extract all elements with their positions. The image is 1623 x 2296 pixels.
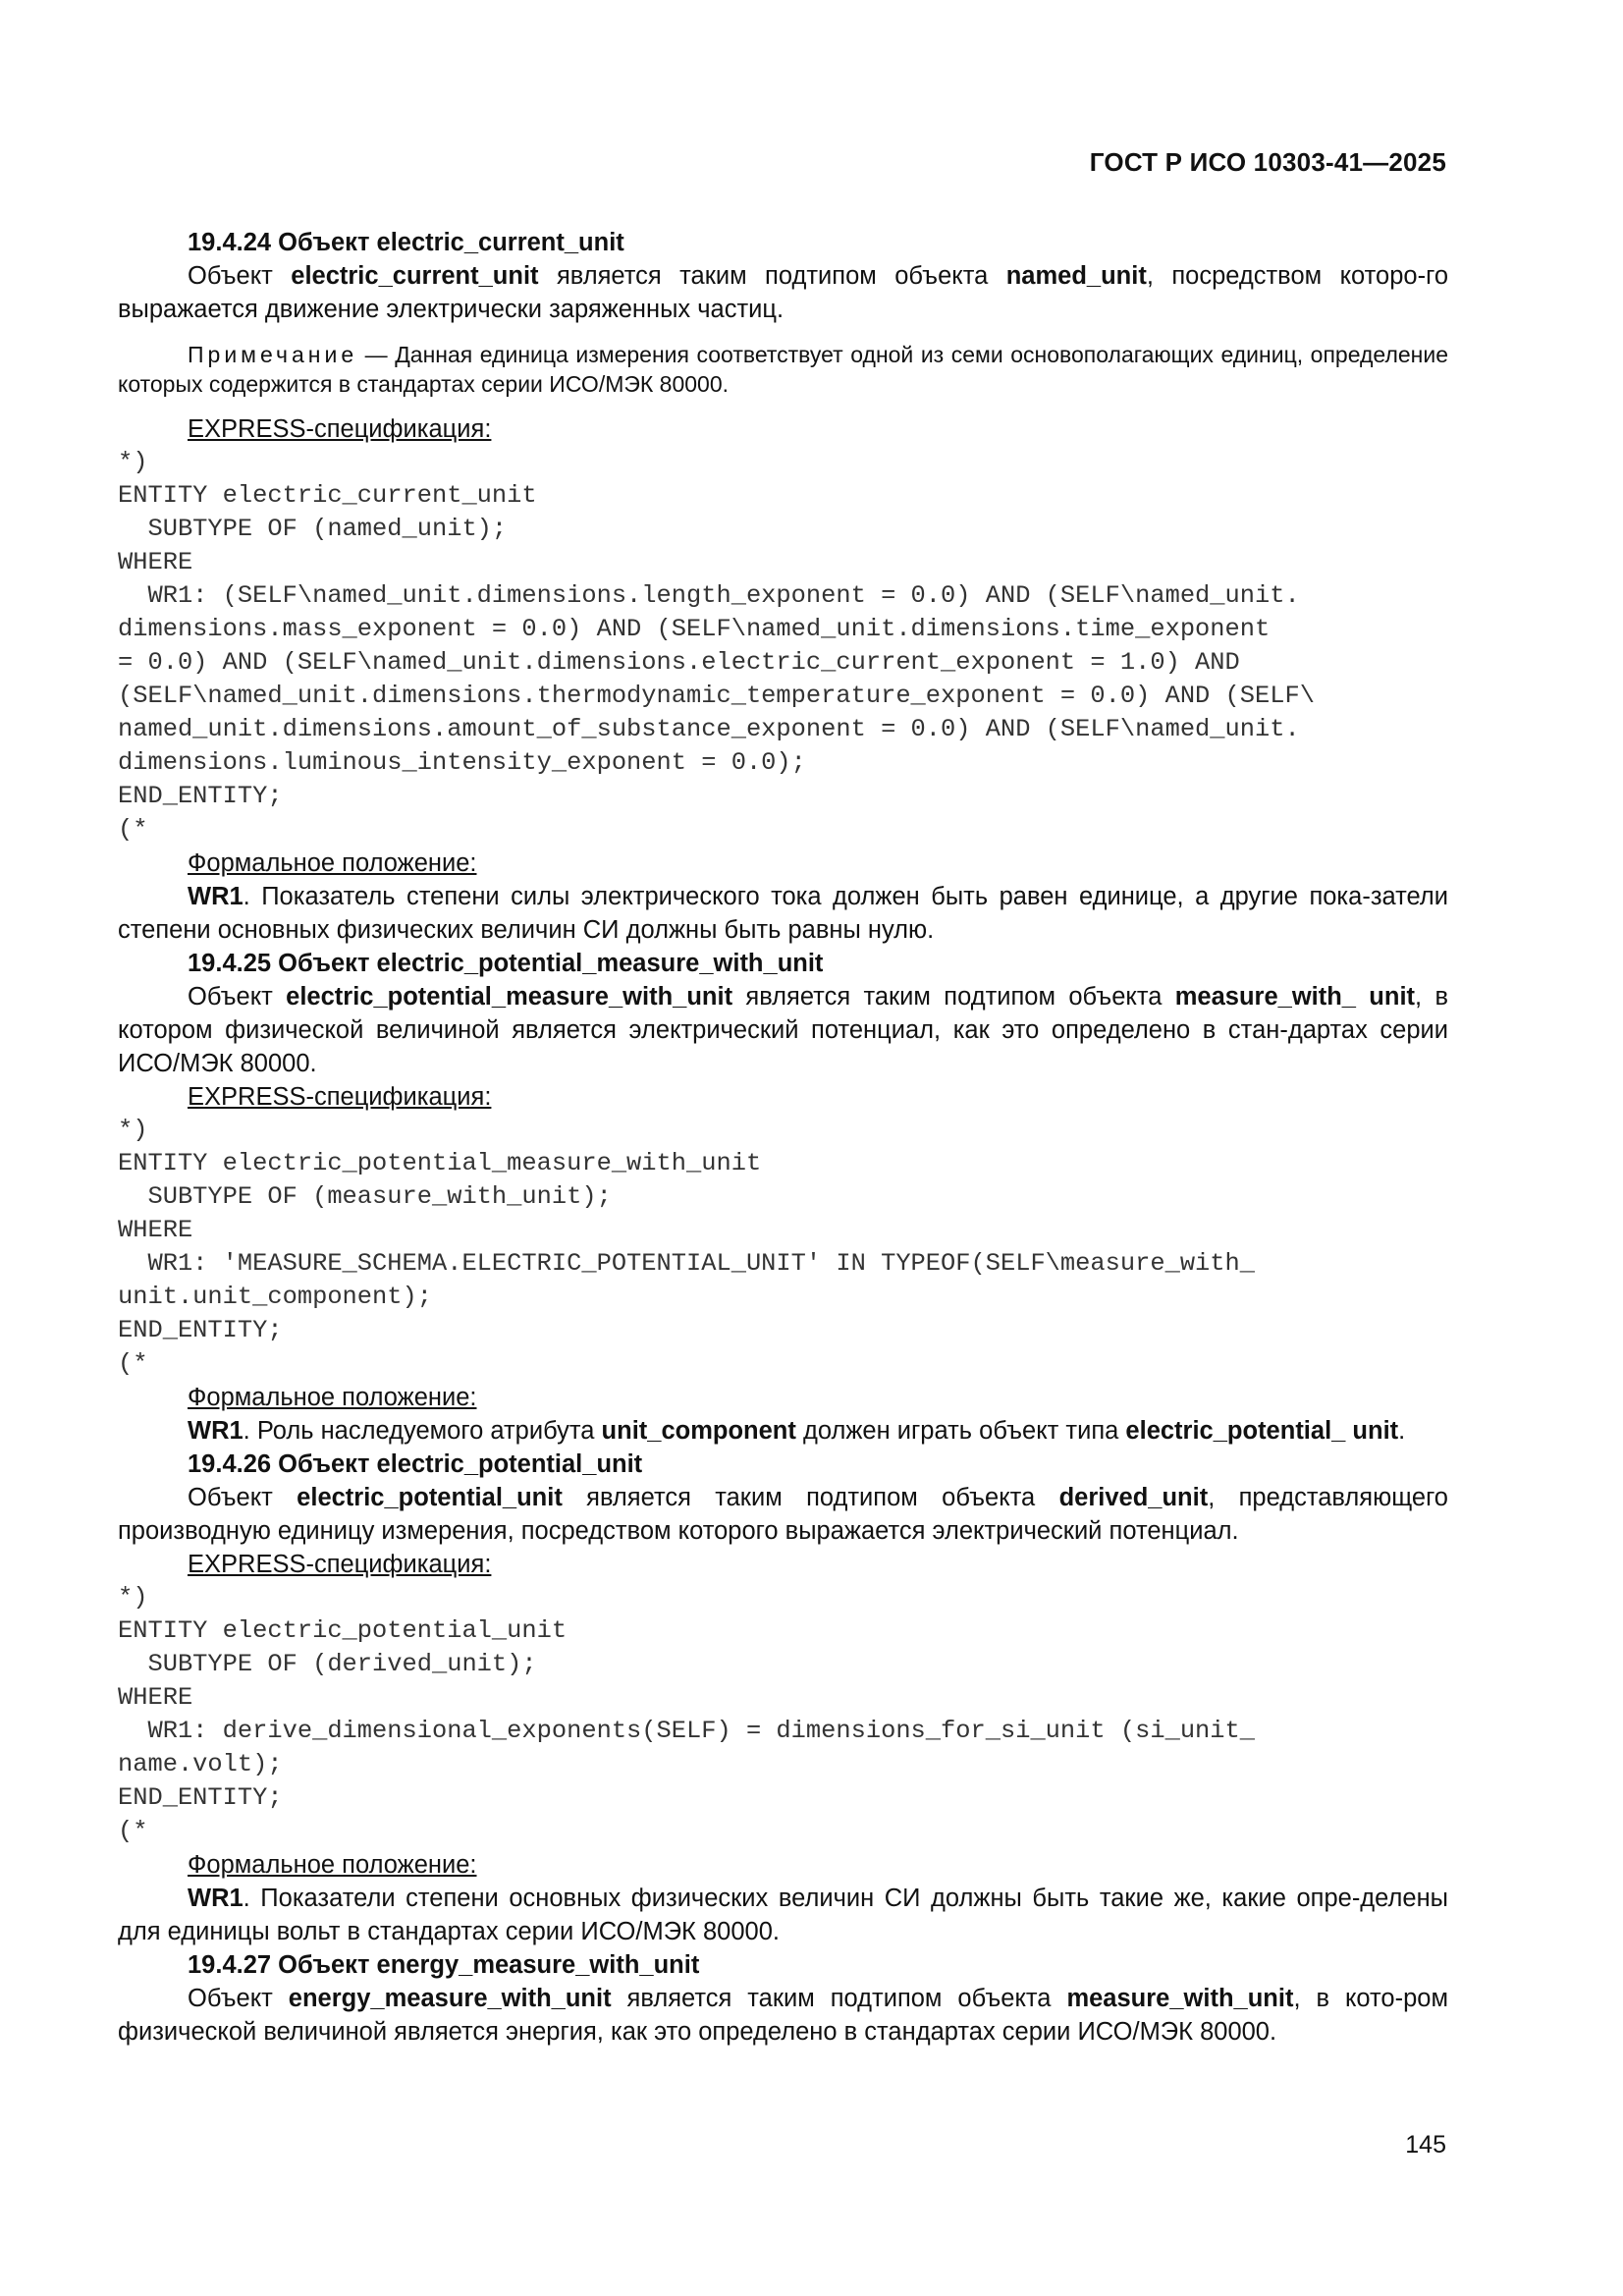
express-code-electric-potential-measure-with-unit: *) ENTITY electric_potential_measure_with_unit SUBTYPE OF (measure_with_unit); WHERE WR1: 'MEASURE_SCHEMA.ELECTRIC_POTENTIAL_UNIT' IN TYPEOF(SELF\measure_with_ unit.unit_component); END_ENTITY; (* (118, 1116, 1256, 1378)
express-spec-label: EXPRESS-спецификация: (188, 415, 492, 443)
section-19-4-24-note: Примечание — Данная единица измерения соответствует одной из семи основополагающих единиц, определение которых содержится в стандартах серии ИСО/МЭК 80000. (118, 342, 1448, 397)
section-heading-19-4-27: 19.4.27 Объект energy_measure_with_unit (188, 1951, 700, 1979)
note-label: Примечание (188, 342, 358, 367)
section-heading-19-4-25: 19.4.25 Объект electric_potential_measure_with_unit (188, 950, 824, 977)
formal-proposition-label: Формальное положение: (188, 849, 477, 877)
express-code-electric-potential-unit: *) ENTITY electric_potential_unit SUBTYPE OF (derived_unit); WHERE WR1: derive_dimensional_exponents(SELF) = dimensions_for_si_unit (si_unit_ name.volt); END_ENTITY; (* (118, 1583, 1256, 1845)
section-19-4-27-description: Объект energy_measure_with_unit является таким подтипом объекта measure_with_unit, в кото-ром физической величиной является энергия, как это определено в стандартах серии ИСО/МЭК 80000. (118, 1985, 1449, 2046)
section-heading-19-4-24: 19.4.24 Объект electric_current_unit (188, 229, 624, 256)
section-19-4-25-description: Объект electric_potential_measure_with_unit является таким подтипом объекта measure_with_ unit, в котором физической величиной является электрический потенциал, как это определено в стан-дартах серии ИСО/МЭК 80000. (118, 983, 1448, 1077)
express-spec-label: EXPRESS-спецификация: (188, 1083, 492, 1111)
section-19-4-24-description: Объект electric_current_unit является таким подтипом объекта named_unit, посредством которо-го выражается движение электрически заряженных частиц. (118, 262, 1448, 323)
formal-proposition-label: Формальное положение: (188, 1384, 477, 1411)
page-number: 145 (1405, 2131, 1446, 2159)
express-spec-label: EXPRESS-спецификация: (188, 1551, 492, 1578)
formal-proposition-label: Формальное положение: (188, 1851, 477, 1879)
page-content (118, 226, 1448, 2049)
express-code-electric-current-unit: *) ENTITY electric_current_unit SUBTYPE OF (named_unit); WHERE WR1: (SELF\named_unit.dimensions.length_exponent = 0.0) AND (SELF\named_unit. dimensions.mass_exponent = 0.0) AND (SELF\named_unit.dimensions.time_exponent = 0.0) AND (SELF\named_unit.dimensions.electric_current_exponent = 1.0) AND (SELF\named_unit.dimensions.thermodynamic_temperature_exponent = 0.0) AND (SELF\ named_unit.dimensions.amount_of_substance_exponent = 0.0) AND (SELF\named_unit. dimensions.luminous_intensity_exponent = 0.0); END_ENTITY; (* (118, 448, 1315, 844)
section-heading-19-4-26: 19.4.26 Объект electric_potential_unit (188, 1450, 643, 1478)
section-19-4-25-rule: WR1. Роль наследуемого атрибута unit_component должен играть объект типа electric_potential_ unit. (188, 1417, 1406, 1445)
document-code-header: ГОСТ Р ИСО 10303-41—2025 (1089, 147, 1446, 177)
section-19-4-26-rule: WR1. Показатели степени основных физических величин СИ должны быть такие же, какие опре-делены для единицы вольт в стандартах серии ИСО/МЭК 80000. (118, 1885, 1448, 1945)
section-19-4-24-rule: WR1. Показатель степени силы электрического тока должен быть равен единице, а другие пока-затели степени основных физических величин СИ должны быть равны нулю. (118, 883, 1448, 944)
section-19-4-26-description: Объект electric_potential_unit является таким подтипом объекта derived_unit, представляющего производную единицу измерения, посредством которого выражается электрический потенциал. (118, 1484, 1448, 1545)
